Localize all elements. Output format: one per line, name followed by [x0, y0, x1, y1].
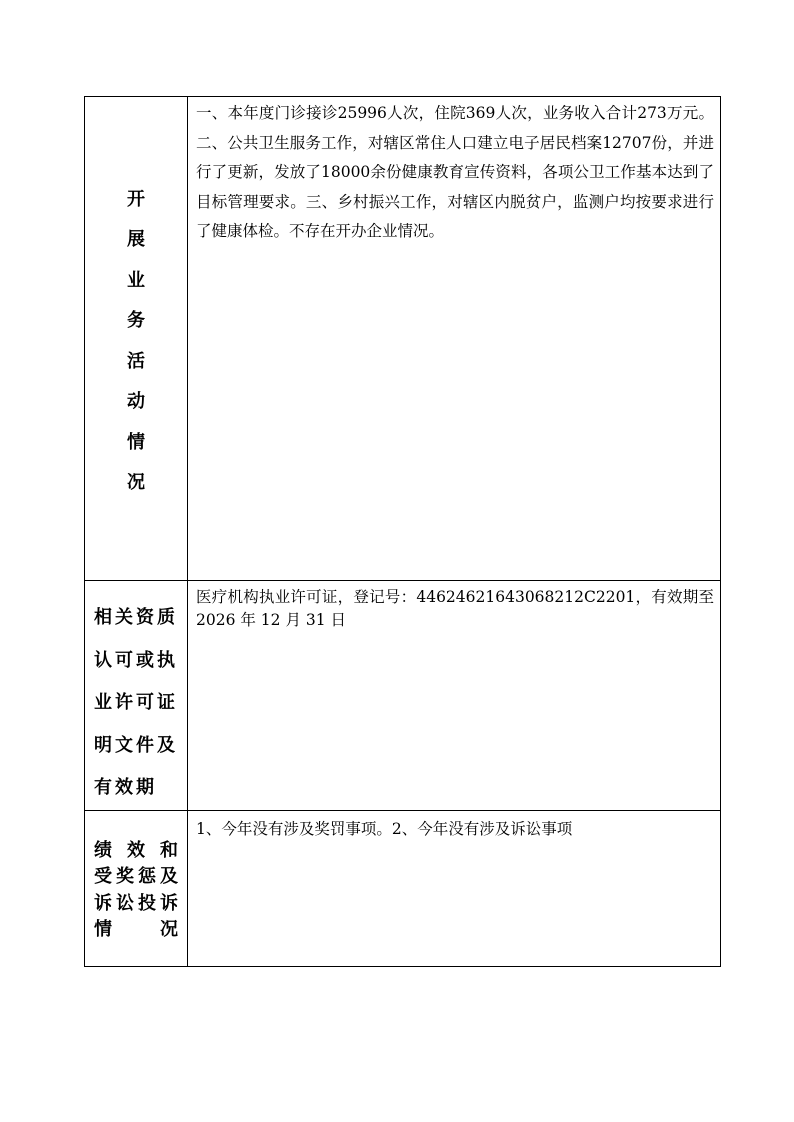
qualification-row	[85, 581, 721, 811]
label-char: 况	[160, 919, 178, 940]
label-line	[94, 864, 178, 891]
report-table	[84, 96, 721, 967]
label-line: 明文件及	[94, 734, 178, 756]
label-char: 受	[94, 866, 112, 887]
label-char: 展	[127, 229, 145, 250]
label-char: 开	[127, 188, 145, 210]
performance-label-cell	[85, 810, 188, 966]
performance-content: 1、今年没有涉及奖罚事项。2、今年没有涉及诉讼事项	[188, 810, 721, 966]
label-char: 讼	[116, 892, 134, 914]
label-char: 动	[127, 391, 145, 412]
label-line	[94, 838, 178, 865]
qualification-content: 医疗机构执业许可证，登记号：44624621643068212C2201，有效期至 2026 年 12 月 31 日	[188, 581, 721, 811]
label-line: 有效期	[94, 777, 157, 798]
label-char: 活	[127, 350, 145, 372]
performance-row	[85, 810, 721, 966]
label-char: 诉	[160, 892, 178, 914]
label-char: 况	[127, 472, 145, 493]
label-char: 和	[160, 839, 178, 861]
business-activities-row	[85, 97, 721, 581]
label-char: 诉	[94, 892, 112, 914]
label-char: 业	[127, 269, 145, 291]
label-char: 效	[127, 839, 145, 861]
qualification-label-cell	[85, 581, 188, 811]
business-activities-label	[85, 97, 187, 576]
label-char: 惩	[138, 866, 156, 887]
label-char: 奖	[116, 866, 134, 887]
label-line	[94, 891, 178, 918]
label-char: 绩	[94, 839, 112, 861]
label-line: 相关资质	[94, 607, 178, 628]
label-line: 业许可证	[94, 692, 178, 713]
label-line	[94, 917, 178, 944]
performance-label	[85, 811, 187, 944]
label-char: 务	[127, 310, 145, 331]
label-char: 情	[127, 431, 145, 453]
business-activities-label-cell	[85, 97, 188, 581]
label-char: 情	[94, 919, 112, 940]
label-line: 认可或执	[94, 649, 178, 671]
label-char: 及	[160, 866, 178, 887]
qualification-label	[85, 581, 187, 810]
business-activities-content: 一、本年度门诊接诊25996人次，住院369人次，业务收入合计273万元。二、公共卫生服务工作，对辖区常住人口建立电子居民档案12707份，并进行了更新，发放了18000余份健康教育宣传资料，各项公卫工作基本达到了目标管理要求。三、乡村振兴工作，对辖区内脱贫户，监测户均按要求进行了健康体检。不存在开办企业情况。	[188, 97, 721, 581]
label-char: 投	[138, 892, 156, 914]
